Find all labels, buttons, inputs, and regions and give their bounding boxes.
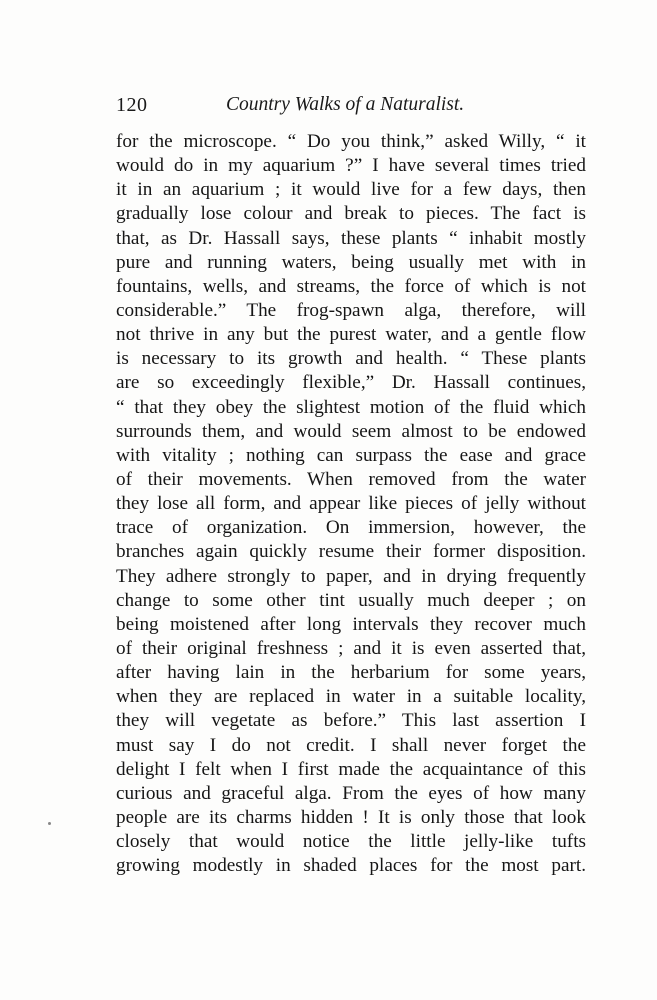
- text-line: must say I do not credit. I shall never forget the: [116, 734, 586, 756]
- text-line: not thrive in any but the purest water, and a gentle flow: [116, 324, 586, 346]
- text-line: people are its charms hidden ! It is only those that look: [116, 806, 586, 828]
- text-line: for the microscope. “ Do you think,” asked Willy, “ it: [116, 131, 586, 152]
- text-line: of their original freshness ; and it is even asserted that,: [116, 637, 586, 659]
- text-line: would do in my aquarium ?” I have several times tried: [116, 155, 586, 177]
- text-line: delight I felt when I first made the acquaintance of this: [116, 758, 586, 780]
- text-line: is necessary to its growth and health. “ These plants: [116, 348, 586, 370]
- running-title: Country Walks of a Naturalist.: [226, 94, 465, 115]
- text-line: surrounds them, and would seem almost to be endowed: [116, 420, 586, 442]
- text-line: curious and graceful alga. From the eyes of how many: [116, 782, 586, 804]
- page-header: [116, 94, 586, 124]
- text-line: they lose all form, and appear like pieces of jelly without: [116, 493, 586, 515]
- text-line: considerable.” The frog-spawn alga, therefore, will: [116, 299, 586, 321]
- text-line: are so exceedingly flexible,” Dr. Hassall continues,: [116, 372, 586, 394]
- text-line: branches again quickly resume their former disposition.: [116, 541, 586, 563]
- text-line: they will vegetate as before.” This last assertion I: [116, 710, 586, 732]
- text-line: when they are replaced in water in a suitable locality,: [116, 686, 586, 708]
- paper-speck: [48, 822, 51, 825]
- text-line: trace of organization. On immersion, however, the: [116, 517, 586, 539]
- text-line: pure and running waters, being usually met with in: [116, 251, 586, 273]
- text-line: after having lain in the herbarium for some years,: [116, 662, 586, 684]
- body-text: [116, 130, 586, 878]
- text-line: of their movements. When removed from the water: [116, 468, 586, 490]
- text-line: growing modestly in shaded places for the most part.: [116, 855, 586, 877]
- text-line: change to some other tint usually much deeper ; on: [116, 589, 586, 611]
- page-number: 120: [116, 94, 148, 116]
- text-line: it in an aquarium ; it would live for a few days, then: [116, 179, 586, 201]
- text-line: with vitality ; nothing can surpass the ease and grace: [116, 444, 586, 466]
- text-line: They adhere strongly to paper, and in drying frequently: [116, 565, 586, 587]
- text-line: fountains, wells, and streams, the force of which is not: [116, 275, 586, 297]
- text-line: “ that they obey the slightest motion of the fluid which: [116, 396, 586, 418]
- text-line: gradually lose colour and break to pieces. The fact is: [116, 203, 586, 225]
- text-line: that, as Dr. Hassall says, these plants “ inhabit mostly: [116, 227, 586, 249]
- text-line: being moistened after long intervals they recover much: [116, 613, 586, 635]
- text-line: closely that would notice the little jelly-like tufts: [116, 831, 586, 853]
